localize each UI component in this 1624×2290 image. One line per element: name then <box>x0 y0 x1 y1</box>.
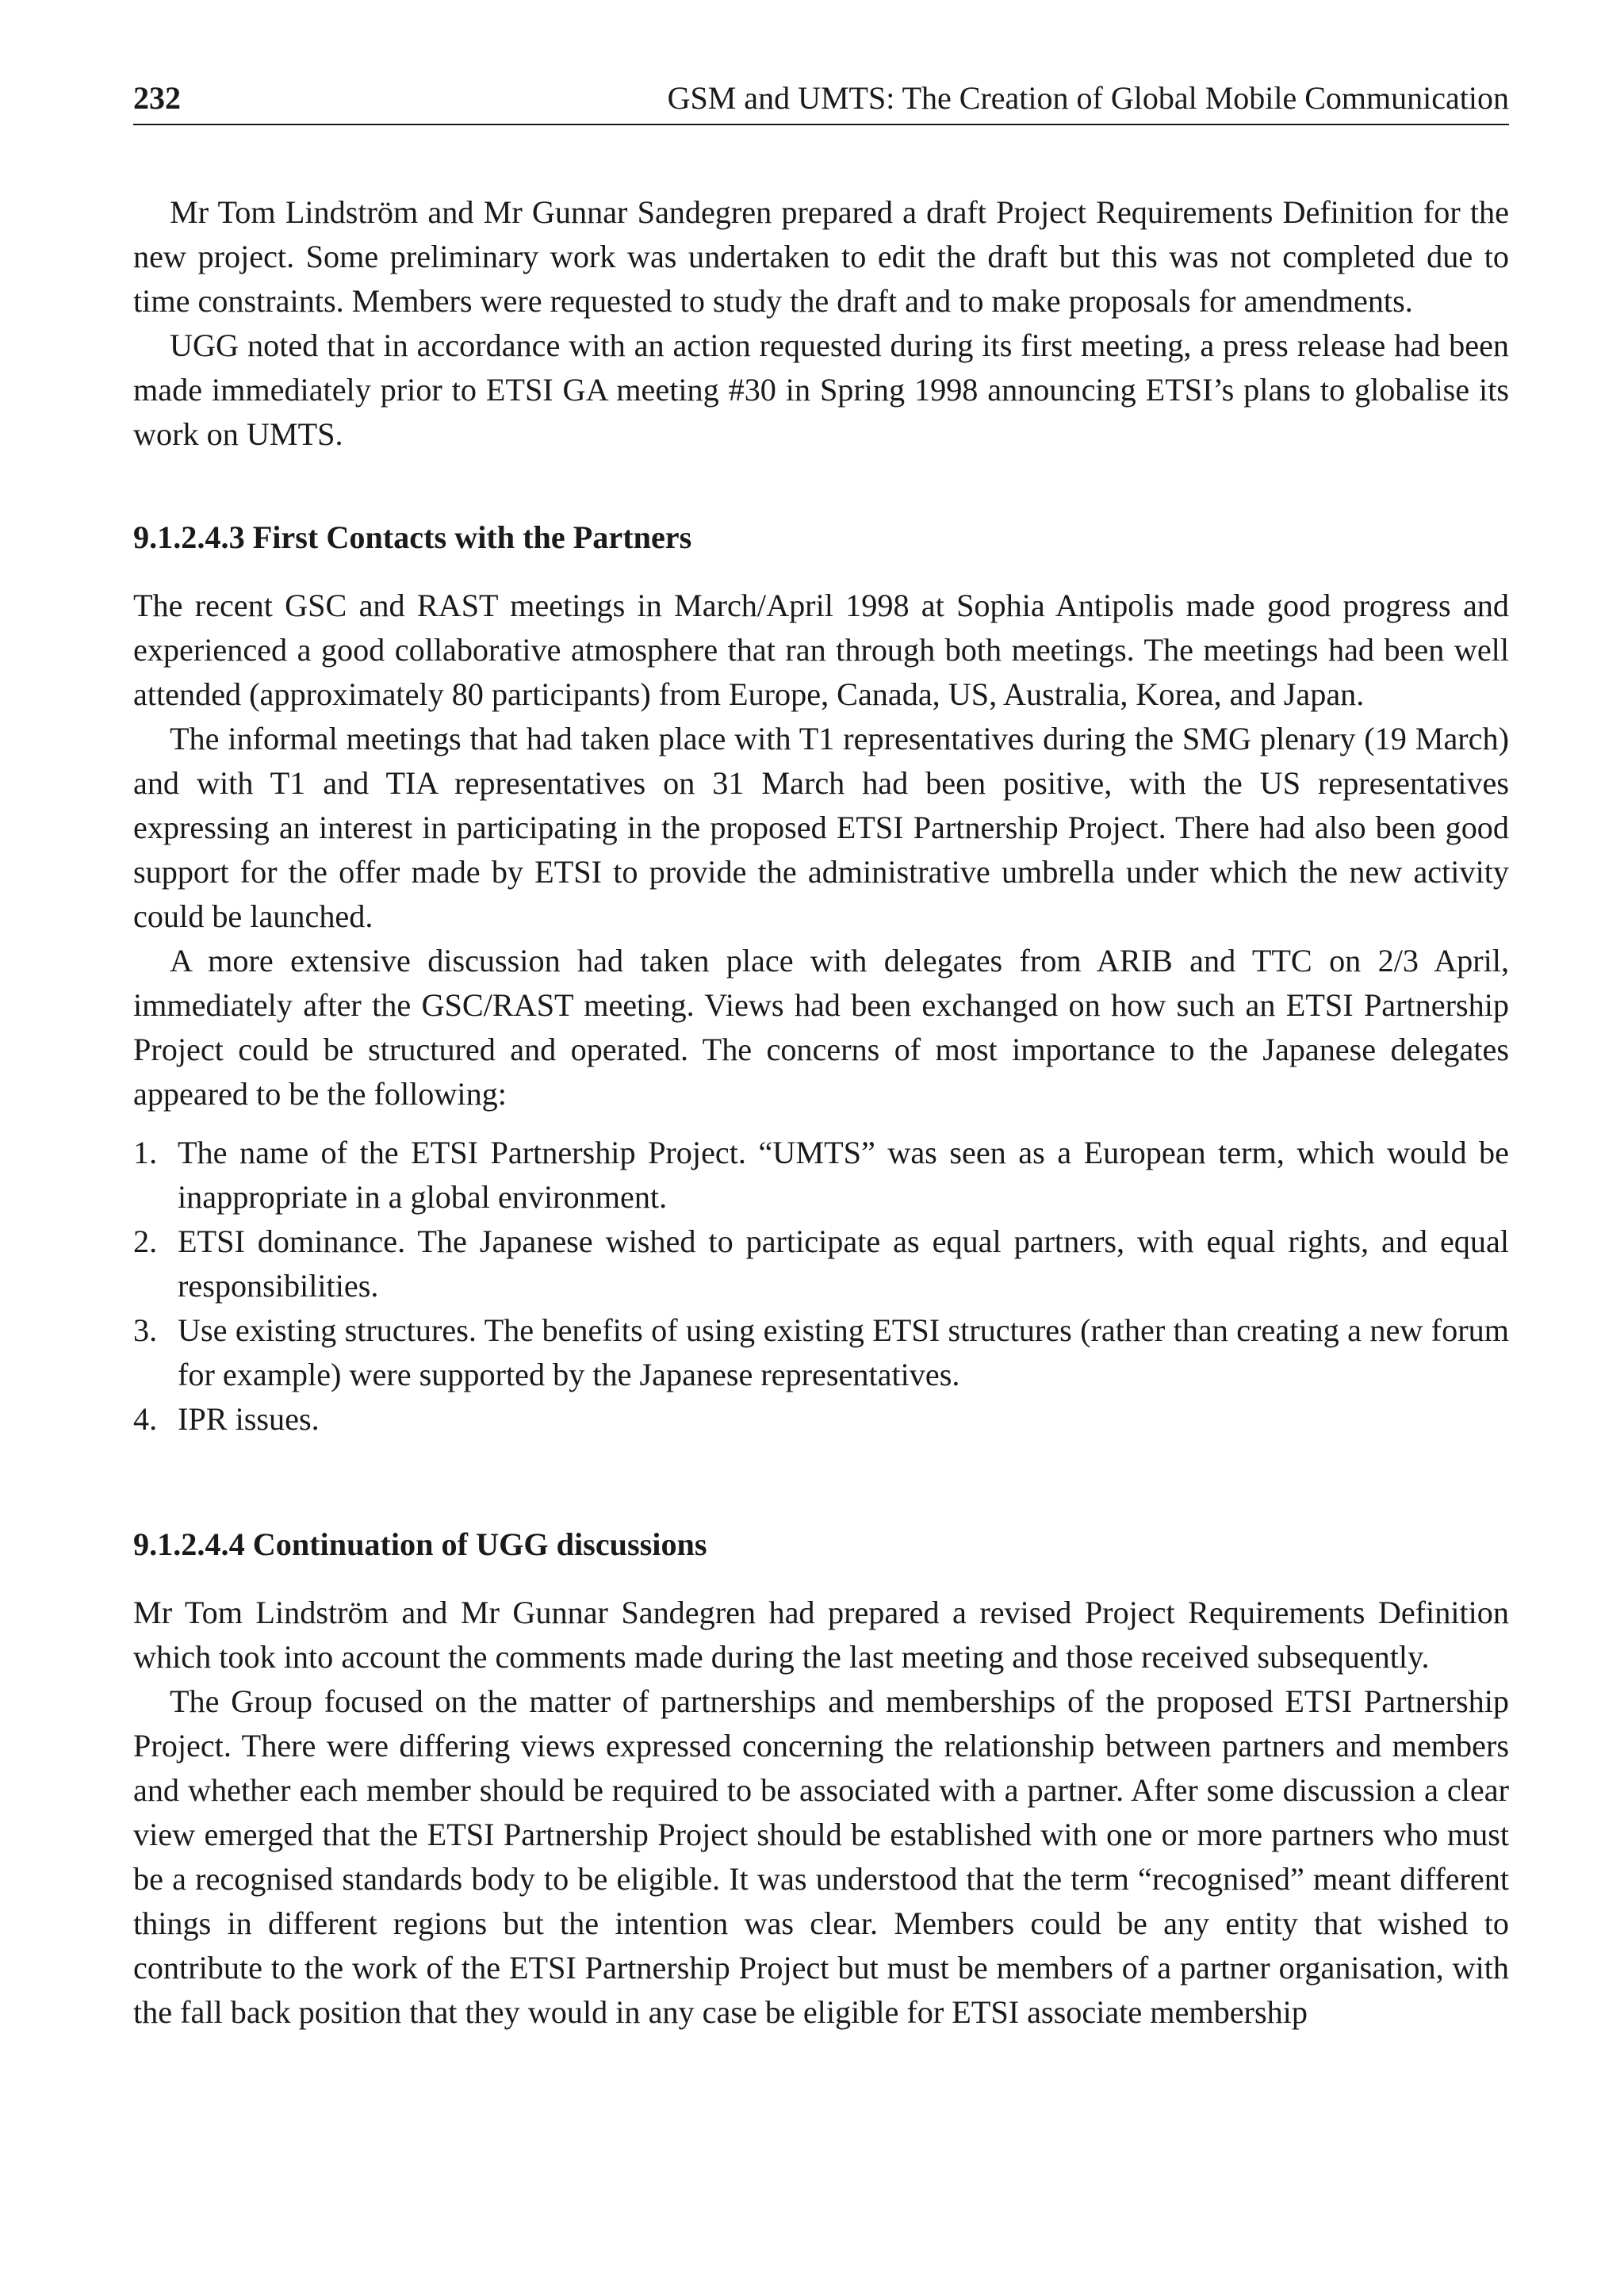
list-item <box>133 1397 1509 1442</box>
list-item <box>133 1308 1509 1397</box>
list-number: 3. <box>133 1312 158 1348</box>
body-text <box>133 190 1509 2035</box>
book-title: GSM and UMTS: The Creation of Global Mobile Communication <box>667 80 1509 116</box>
running-header <box>133 79 1509 125</box>
paragraph: The informal meetings that had taken place with T1 representatives during the SMG plenary (19 March) and with T1 and TIA representatives on 31 March had been positive, with the US representatives expressing an interest in participating in the proposed ETSI Partnership Project. There had also been good support for the offer made by ETSI to provide the administrative umbrella under which the new activity could be launched. <box>133 721 1509 934</box>
book-page <box>133 79 1509 2035</box>
paragraph: The recent GSC and RAST meetings in March/April 1998 at Sophia Antipolis made good progress and experienced a good collaborative atmosphere that ran through both meetings. The meetings had been well attended (approximately 80 participants) from Europe, Canada, US, Australia, Korea, and Japan. <box>133 588 1509 712</box>
list-number: 4. <box>133 1401 158 1437</box>
paragraph: A more extensive discussion had taken place with delegates from ARIB and TTC on 2/3 April, immediately after the GSC/RAST meeting. Views had been exchanged on how such an ETSI Partnership Project could be structured and operated. The concerns of most importance to the Japanese delegates appeared to be the following: <box>133 943 1509 1112</box>
paragraph: UGG noted that in accordance with an action requested during its first meeting, a press release had been made immediately prior to ETSI GA meeting #30 in Spring 1998 announcing ETSI’s plans to globalise its work on UMTS. <box>133 327 1509 452</box>
paragraph: Mr Tom Lindström and Mr Gunnar Sandegren had prepared a revised Project Requirements Definition which took into account the comments made during the last meeting and those received subsequently. <box>133 1595 1509 1675</box>
section-heading: 9.1.2.4.4 Continuation of UGG discussions <box>133 1526 707 1562</box>
paragraph: Mr Tom Lindström and Mr Gunnar Sandegren prepared a draft Project Requirements Definition for the new project. Some preliminary work was undertaken to edit the draft but this was not completed due to time constraints. Members were requested to study the draft and to make proposals for amendments. <box>133 194 1509 319</box>
concerns-list <box>133 1131 1509 1442</box>
list-item <box>133 1131 1509 1220</box>
list-item-text: The name of the ETSI Partnership Project. “UMTS” was seen as a European term, which would be inappropriate in a global environment. <box>178 1135 1509 1215</box>
paragraph: The Group focused on the matter of partnerships and memberships of the proposed ETSI Partnership Project. There were differing views expressed concerning the relationship between partners and members and whether each member should be required to be associated with a partner. After some discussion a clear view emerged that the ETSI Partnership Project should be established with one or more partners who must be a recognised standards body to be eligible. It was understood that the term “recognised” meant different things in different regions but the intention was clear. Members could be any entity that wished to contribute to the work of the ETSI Partnership Project but must be members of a partner organisation, with the fall back position that they would in any case be eligible for ETSI associate membership <box>133 1683 1509 2030</box>
section-heading: 9.1.2.4.3 First Contacts with the Partners <box>133 519 692 555</box>
list-item-text: Use existing structures. The benefits of using existing ETSI structures (rather than creating a new forum for example) were supported by the Japanese representatives. <box>178 1312 1509 1392</box>
list-number: 2. <box>133 1224 158 1259</box>
list-number: 1. <box>133 1135 158 1170</box>
page-number: 232 <box>133 80 181 116</box>
list-item-text: ETSI dominance. The Japanese wished to participate as equal partners, with equal rights, and equal responsibilities. <box>178 1224 1509 1304</box>
list-item <box>133 1220 1509 1308</box>
list-item-text: IPR issues. <box>178 1401 320 1437</box>
